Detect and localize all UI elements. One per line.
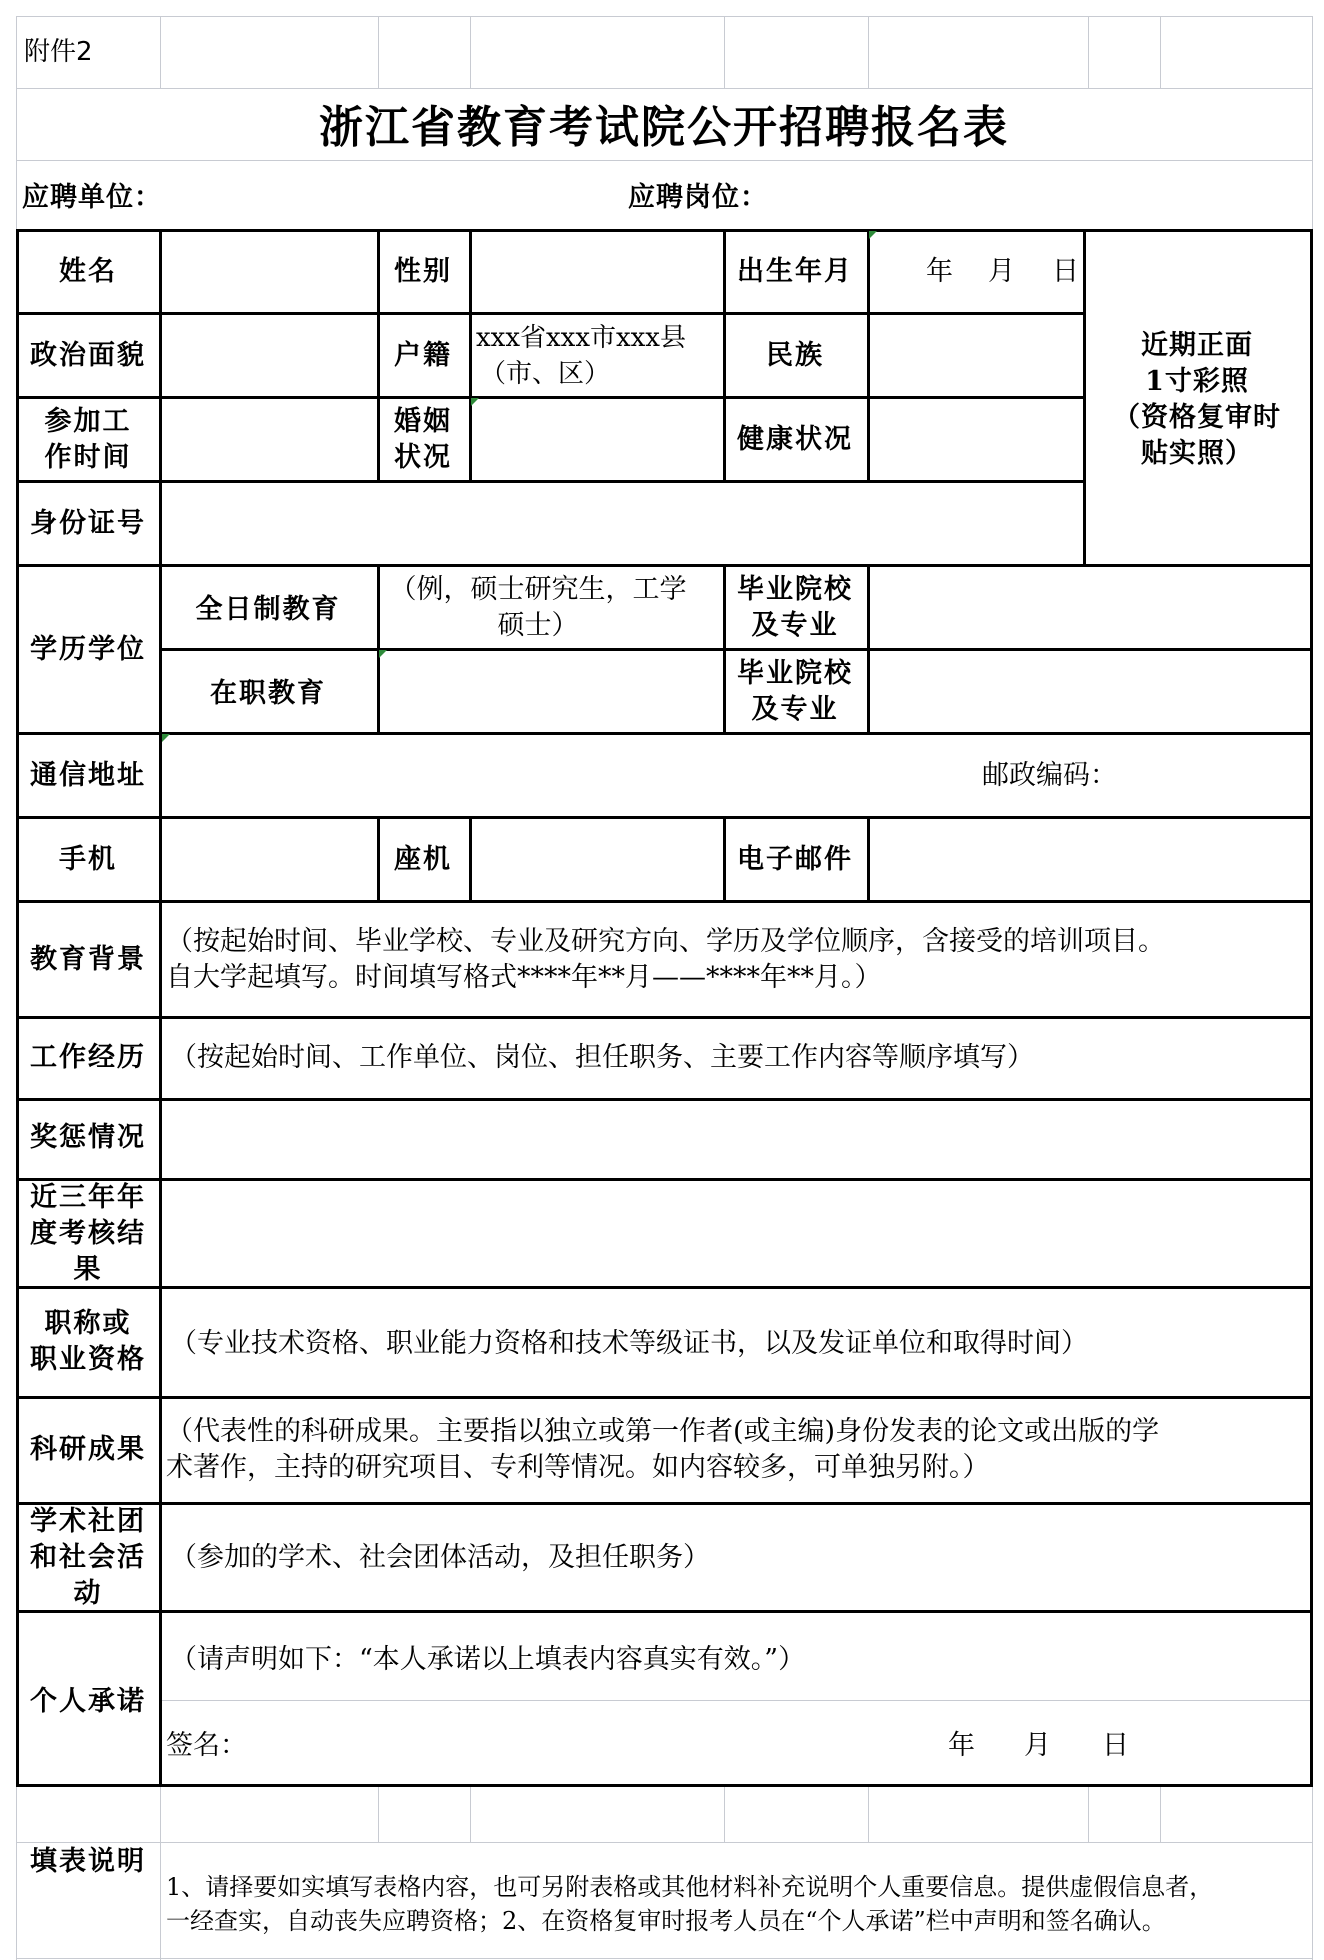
marital-field[interactable] (472, 400, 722, 480)
work-start-label-line: 作时间 (44, 442, 132, 473)
gridline (724, 1786, 725, 1842)
society-label-line: 和社会活 (30, 1542, 146, 1573)
birth-month-unit: 月 (988, 256, 1015, 287)
page-title: 浙江省教育考试院公开招聘报名表 (319, 102, 1009, 153)
id-number-field[interactable] (162, 484, 1082, 564)
fulltime-hint: （例，硕士研究生，工学 (389, 574, 687, 605)
form-border (16, 1016, 1312, 1019)
applied-unit-label: 应聘单位： (22, 182, 162, 213)
form-border (16, 480, 1084, 483)
school-label-line: 及专业 (751, 610, 839, 641)
photo-placeholder[interactable] (1113, 328, 1281, 472)
gridline (378, 1786, 379, 1842)
society-label (30, 1504, 146, 1612)
research-field[interactable] (166, 1414, 1159, 1486)
gridline (160, 1700, 1312, 1701)
professional-title-label-line: 职业资格 (30, 1344, 146, 1375)
work-history-field[interactable]: （按起始时间、工作单位、岗位、担任职务、主要工作内容等顺序填写） (170, 1042, 1034, 1073)
society-field[interactable]: （参加的学术、社会团体活动，及担任职务） (170, 1542, 710, 1573)
form-border (1310, 229, 1313, 1787)
mobile-label: 手机 (59, 844, 117, 875)
gridline (470, 1786, 471, 1842)
gridline (160, 16, 161, 88)
gridline (470, 16, 471, 88)
fulltime-school-field[interactable] (870, 568, 1310, 648)
birth-label: 出生年月 (737, 256, 853, 287)
political-field[interactable] (162, 316, 376, 396)
school-label-line: 毕业院校 (737, 658, 853, 689)
photo-line: （资格复审时 (1113, 402, 1281, 433)
research-label: 科研成果 (30, 1434, 146, 1465)
form-border (16, 900, 1312, 903)
health-field[interactable] (870, 400, 1082, 480)
gridline (16, 160, 1312, 161)
fulltime-degree-field[interactable] (390, 572, 687, 644)
gridline (16, 1842, 1312, 1843)
form-border (16, 816, 1312, 819)
parttime-school-field[interactable] (870, 652, 1310, 732)
gridline (868, 16, 869, 88)
landline-label: 座机 (394, 844, 452, 875)
email-field[interactable] (870, 820, 1310, 900)
sign-year-unit: 年 (948, 1730, 975, 1761)
form-border (16, 732, 1312, 735)
gender-field[interactable] (472, 232, 722, 312)
id-number-label: 身份证号 (30, 508, 146, 539)
photo-line: 1寸彩照 (1145, 366, 1249, 397)
professional-title-label-line: 职称或 (44, 1308, 132, 1339)
rewards-label: 奖惩情况 (30, 1122, 146, 1153)
mobile-field[interactable] (162, 820, 376, 900)
school-label-line: 毕业院校 (737, 574, 853, 605)
parttime-label: 在职教育 (210, 678, 326, 709)
parttime-degree-field[interactable] (380, 652, 722, 732)
hukou-hint[interactable]: xxx省xxx市xxx县 (476, 323, 686, 353)
gridline (1160, 16, 1161, 88)
photo-line: 贴实照） (1141, 438, 1253, 469)
notes-line: 1、请择要如实填写表格内容，也可另附表格或其他材料补充说明个人重要信息。提供虚假信息者， (166, 1873, 1214, 1901)
pledge-statement[interactable]: （请声明如下：“本人承诺以上填表内容真实有效。”） (170, 1644, 806, 1675)
photo-line: 近期正面 (1141, 330, 1253, 361)
school-label-line: 及专业 (751, 694, 839, 725)
marital-label (394, 404, 452, 476)
fulltime-label: 全日制教育 (195, 594, 341, 625)
form-border (16, 1098, 1312, 1101)
professional-title-label (30, 1306, 146, 1378)
work-history-label: 工作经历 (30, 1042, 146, 1073)
address-label: 通信地址 (30, 760, 146, 791)
assessment-label-line: 度考核结 (30, 1218, 146, 1249)
birth-day-unit: 日 (1052, 256, 1079, 287)
society-label-line: 动 (73, 1578, 103, 1609)
form-border (16, 1178, 1312, 1181)
political-label: 政治面貌 (30, 340, 146, 371)
name-field[interactable] (162, 232, 376, 312)
form-border (16, 1396, 1312, 1399)
hukou-label: 户籍 (394, 340, 452, 371)
marital-label-line: 婚姻 (394, 406, 452, 437)
work-start-field[interactable] (162, 400, 376, 480)
notes-line: 一经查实，自动丧失应聘资格；2、在资格复审时报考人员在“个人承诺”栏中声明和签名确认。 (166, 1907, 1166, 1935)
edu-background-label: 教育背景 (30, 944, 146, 975)
assessment-label (30, 1180, 146, 1288)
parttime-school-label (737, 656, 853, 728)
gridline (868, 1786, 869, 1842)
research-hint: 术著作，主持的研究项目、专利等情况。如内容较多，可单独另附。） (166, 1452, 990, 1483)
gridline (16, 16, 1312, 17)
form-border (16, 1784, 1312, 1787)
pledge-label: 个人承诺 (30, 1686, 146, 1717)
hukou-hint-2: （市、区） (480, 359, 611, 389)
signature-field[interactable] (250, 1720, 890, 1772)
ethnicity-label: 民族 (766, 340, 824, 371)
form-border (723, 564, 726, 734)
edu-background-hint: 自大学起填写。时间填写格式****年**月——****年**月。） (166, 962, 882, 993)
edu-background-field[interactable] (166, 924, 1165, 996)
assessment-label-line: 果 (73, 1254, 103, 1285)
sign-day-unit: 日 (1102, 1730, 1129, 1761)
postcode-label: 邮政编码： (982, 760, 1117, 791)
research-hint: （代表性的科研成果。主要指以独立或第一作者(或主编)身份发表的论文或出版的学 (166, 1416, 1160, 1447)
form-border (16, 564, 1312, 567)
professional-title-field[interactable]: （专业技术资格、职业能力资格和技术等级证书，以及发证单位和取得时间） (170, 1328, 1088, 1359)
edu-background-hint: （按起始时间、毕业学校、专业及研究方向、学历及学位顺序，含接受的培训项目。 (166, 926, 1165, 957)
rewards-field[interactable] (162, 1102, 1308, 1178)
form-border (377, 396, 380, 483)
gridline (378, 16, 379, 88)
form-border (377, 816, 380, 902)
email-label: 电子邮件 (737, 844, 853, 875)
gridline (16, 1958, 1312, 1959)
birth-year-unit: 年 (926, 256, 953, 287)
birth-field[interactable] (870, 232, 1082, 312)
gridline (1088, 1786, 1089, 1842)
degree-label: 学历学位 (30, 634, 146, 665)
gridline (1088, 16, 1089, 88)
health-label: 健康状况 (737, 424, 853, 455)
gridline (724, 16, 725, 88)
address-field[interactable] (162, 736, 962, 816)
applied-post-label: 应聘岗位： (628, 182, 768, 213)
form-border (377, 229, 380, 399)
form-border (16, 1610, 1312, 1613)
form-border (16, 1502, 1312, 1505)
notes-label: 填表说明 (30, 1846, 146, 1877)
gridline (1160, 1786, 1161, 1842)
assessment-field[interactable] (162, 1182, 1308, 1284)
attachment-label: 附件2 (24, 37, 93, 67)
form-border (16, 312, 1084, 315)
gender-label: 性别 (394, 256, 452, 287)
form-border (16, 229, 19, 1787)
name-label: 姓名 (59, 256, 117, 287)
fulltime-hint: 硕士） (497, 610, 579, 641)
form-border (16, 396, 1084, 399)
form-border (159, 648, 1312, 651)
fulltime-school-label (737, 572, 853, 644)
form-border (723, 816, 726, 902)
work-start-label (45, 404, 132, 476)
gridline (160, 1842, 161, 1960)
form-border (1083, 229, 1086, 567)
work-start-label-line: 参加工 (44, 406, 132, 437)
signature-label: 签名： (166, 1730, 247, 1761)
gridline (160, 1786, 161, 1842)
sign-month-unit: 月 (1024, 1730, 1051, 1761)
gridline (16, 88, 1312, 89)
society-label-line: 学术社团 (30, 1506, 146, 1537)
landline-field[interactable] (472, 820, 722, 900)
form-border (723, 229, 726, 483)
marital-label-line: 状况 (394, 442, 452, 473)
form-border (16, 1286, 1312, 1289)
assessment-label-line: 近三年年 (30, 1182, 146, 1213)
ethnicity-field[interactable] (870, 316, 1082, 396)
notes-text (166, 1870, 1213, 1938)
